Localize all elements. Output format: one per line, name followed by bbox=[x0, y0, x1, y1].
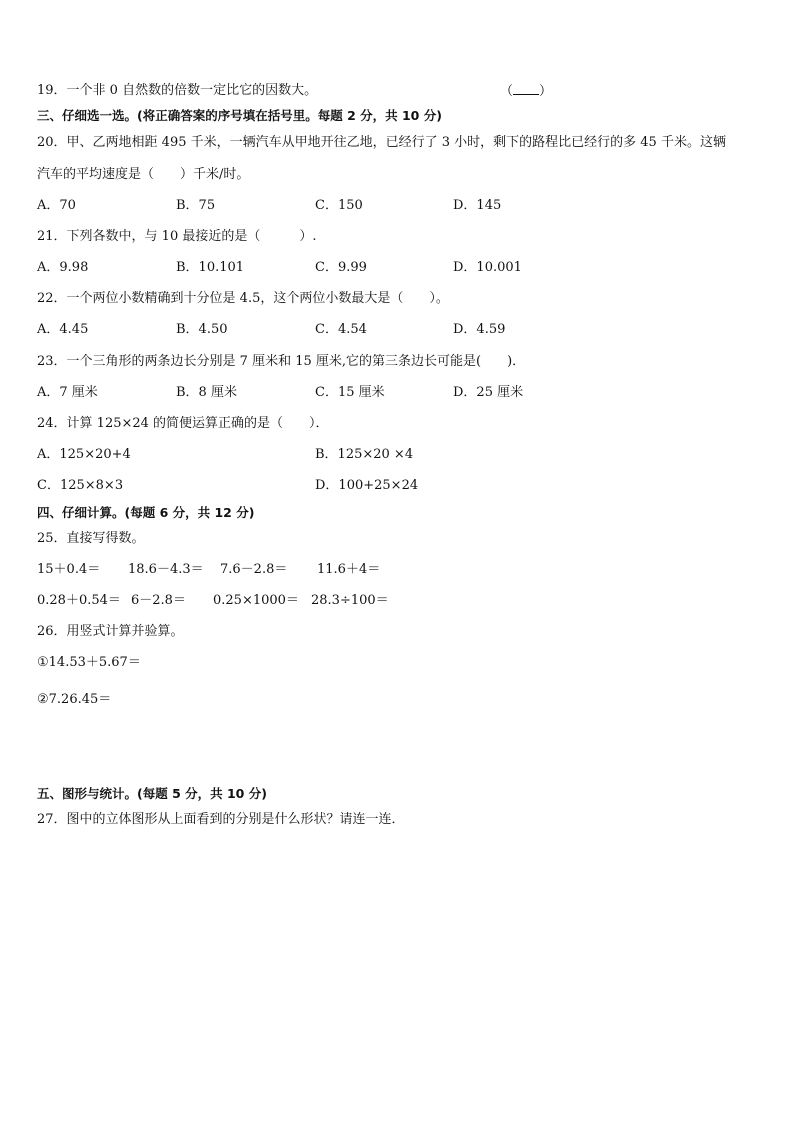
question-21-option-d[interactable]: D．10.001 bbox=[453, 260, 522, 275]
section-3-heading: 三、仔细选一选。(将正确答案的序号填在括号里。每题 2 分，共 10 分) bbox=[37, 108, 442, 123]
section-4-heading: 四、仔细计算。(每题 6 分，共 12 分) bbox=[37, 505, 255, 520]
question-24-option-b[interactable]: B．125×20 ×4 bbox=[315, 447, 414, 462]
q25-expression: 11.6＋4＝ bbox=[317, 562, 381, 577]
q25-expression: 7.6－2.8＝ bbox=[220, 562, 288, 577]
question-23: 23．一个三角形的两条边长分别是 7 厘米和 15 厘米,它的第三条边长可能是( )． bbox=[37, 354, 526, 369]
q25-expression: 28.3÷100＝ bbox=[311, 593, 389, 608]
question-21: 21．下列各数中，与 10 最接近的是（ ）. bbox=[37, 229, 317, 244]
question-27: 27．图中的立体图形从上面看到的分别是什么形状？请连一连． bbox=[37, 812, 405, 827]
question-22: 22．一个两位小数精确到十分位是 4.5，这个两位小数最大是（ ）。 bbox=[37, 291, 449, 306]
q25-expression: 0.28＋0.54＝ bbox=[37, 593, 121, 608]
question-24-option-d[interactable]: D．100+25×24 bbox=[315, 478, 419, 493]
question-23-option-d[interactable]: D．25 厘米 bbox=[453, 385, 524, 400]
q25-expression: 15＋0.4＝ bbox=[37, 562, 101, 577]
question-19 bbox=[37, 82, 317, 100]
q25-expression: 0.25×1000＝ bbox=[213, 593, 299, 608]
question-22-option-c[interactable]: C．4.54 bbox=[315, 322, 367, 337]
question-19-answer-blank[interactable]: （ ） bbox=[500, 84, 553, 99]
question-26-item-1: ①14.53＋5.67＝ bbox=[37, 655, 141, 670]
question-20-option-b[interactable]: B．75 bbox=[176, 198, 216, 213]
question-20-line-2: 汽车的平均速度是（ ）千米/时。 bbox=[37, 167, 250, 182]
question-25: 25．直接写得数。 bbox=[37, 531, 145, 546]
question-21-option-a[interactable]: A．9.98 bbox=[37, 260, 89, 275]
question-20-option-a[interactable]: A．70 bbox=[37, 198, 76, 213]
q25-expression: 18.6－4.3＝ bbox=[128, 562, 204, 577]
question-20-option-d[interactable]: D．145 bbox=[453, 198, 502, 213]
question-26: 26．用竖式计算并验算。 bbox=[37, 624, 184, 639]
question-24: 24．计算 125×24 的简便运算正确的是（ ）． bbox=[37, 416, 329, 431]
question-23-option-b[interactable]: B．8 厘米 bbox=[176, 385, 237, 400]
question-22-option-a[interactable]: A．4.45 bbox=[37, 322, 89, 337]
question-22-option-b[interactable]: B．4.50 bbox=[176, 322, 228, 337]
question-24-option-c[interactable]: C．125×8×3 bbox=[37, 478, 124, 493]
question-19-text: 19．一个非 0 自然数的倍数一定比它的因数大。 bbox=[37, 83, 318, 98]
question-22-option-d[interactable]: D．4.59 bbox=[453, 322, 506, 337]
question-23-option-a[interactable]: A．7 厘米 bbox=[37, 385, 98, 400]
question-20-line-1: 20．甲、乙两地相距 495 千米，一辆汽车从甲地开往乙地，已经行了 3 小时，剩下的路程比已经行的多 45 千米。这辆 bbox=[37, 135, 726, 150]
question-23-option-c[interactable]: C．15 厘米 bbox=[315, 385, 385, 400]
section-5-heading: 五、图形与统计。(每题 5 分，共 10 分) bbox=[37, 786, 267, 801]
question-26-item-2: ②7.26.45＝ bbox=[37, 692, 112, 707]
question-21-option-b[interactable]: B．10.101 bbox=[176, 260, 245, 275]
question-24-option-a[interactable]: A．125×20+4 bbox=[37, 447, 131, 462]
question-21-option-c[interactable]: C．9.99 bbox=[315, 260, 367, 275]
question-20-option-c[interactable]: C．150 bbox=[315, 198, 363, 213]
q25-expression: 6－2.8＝ bbox=[131, 593, 186, 608]
